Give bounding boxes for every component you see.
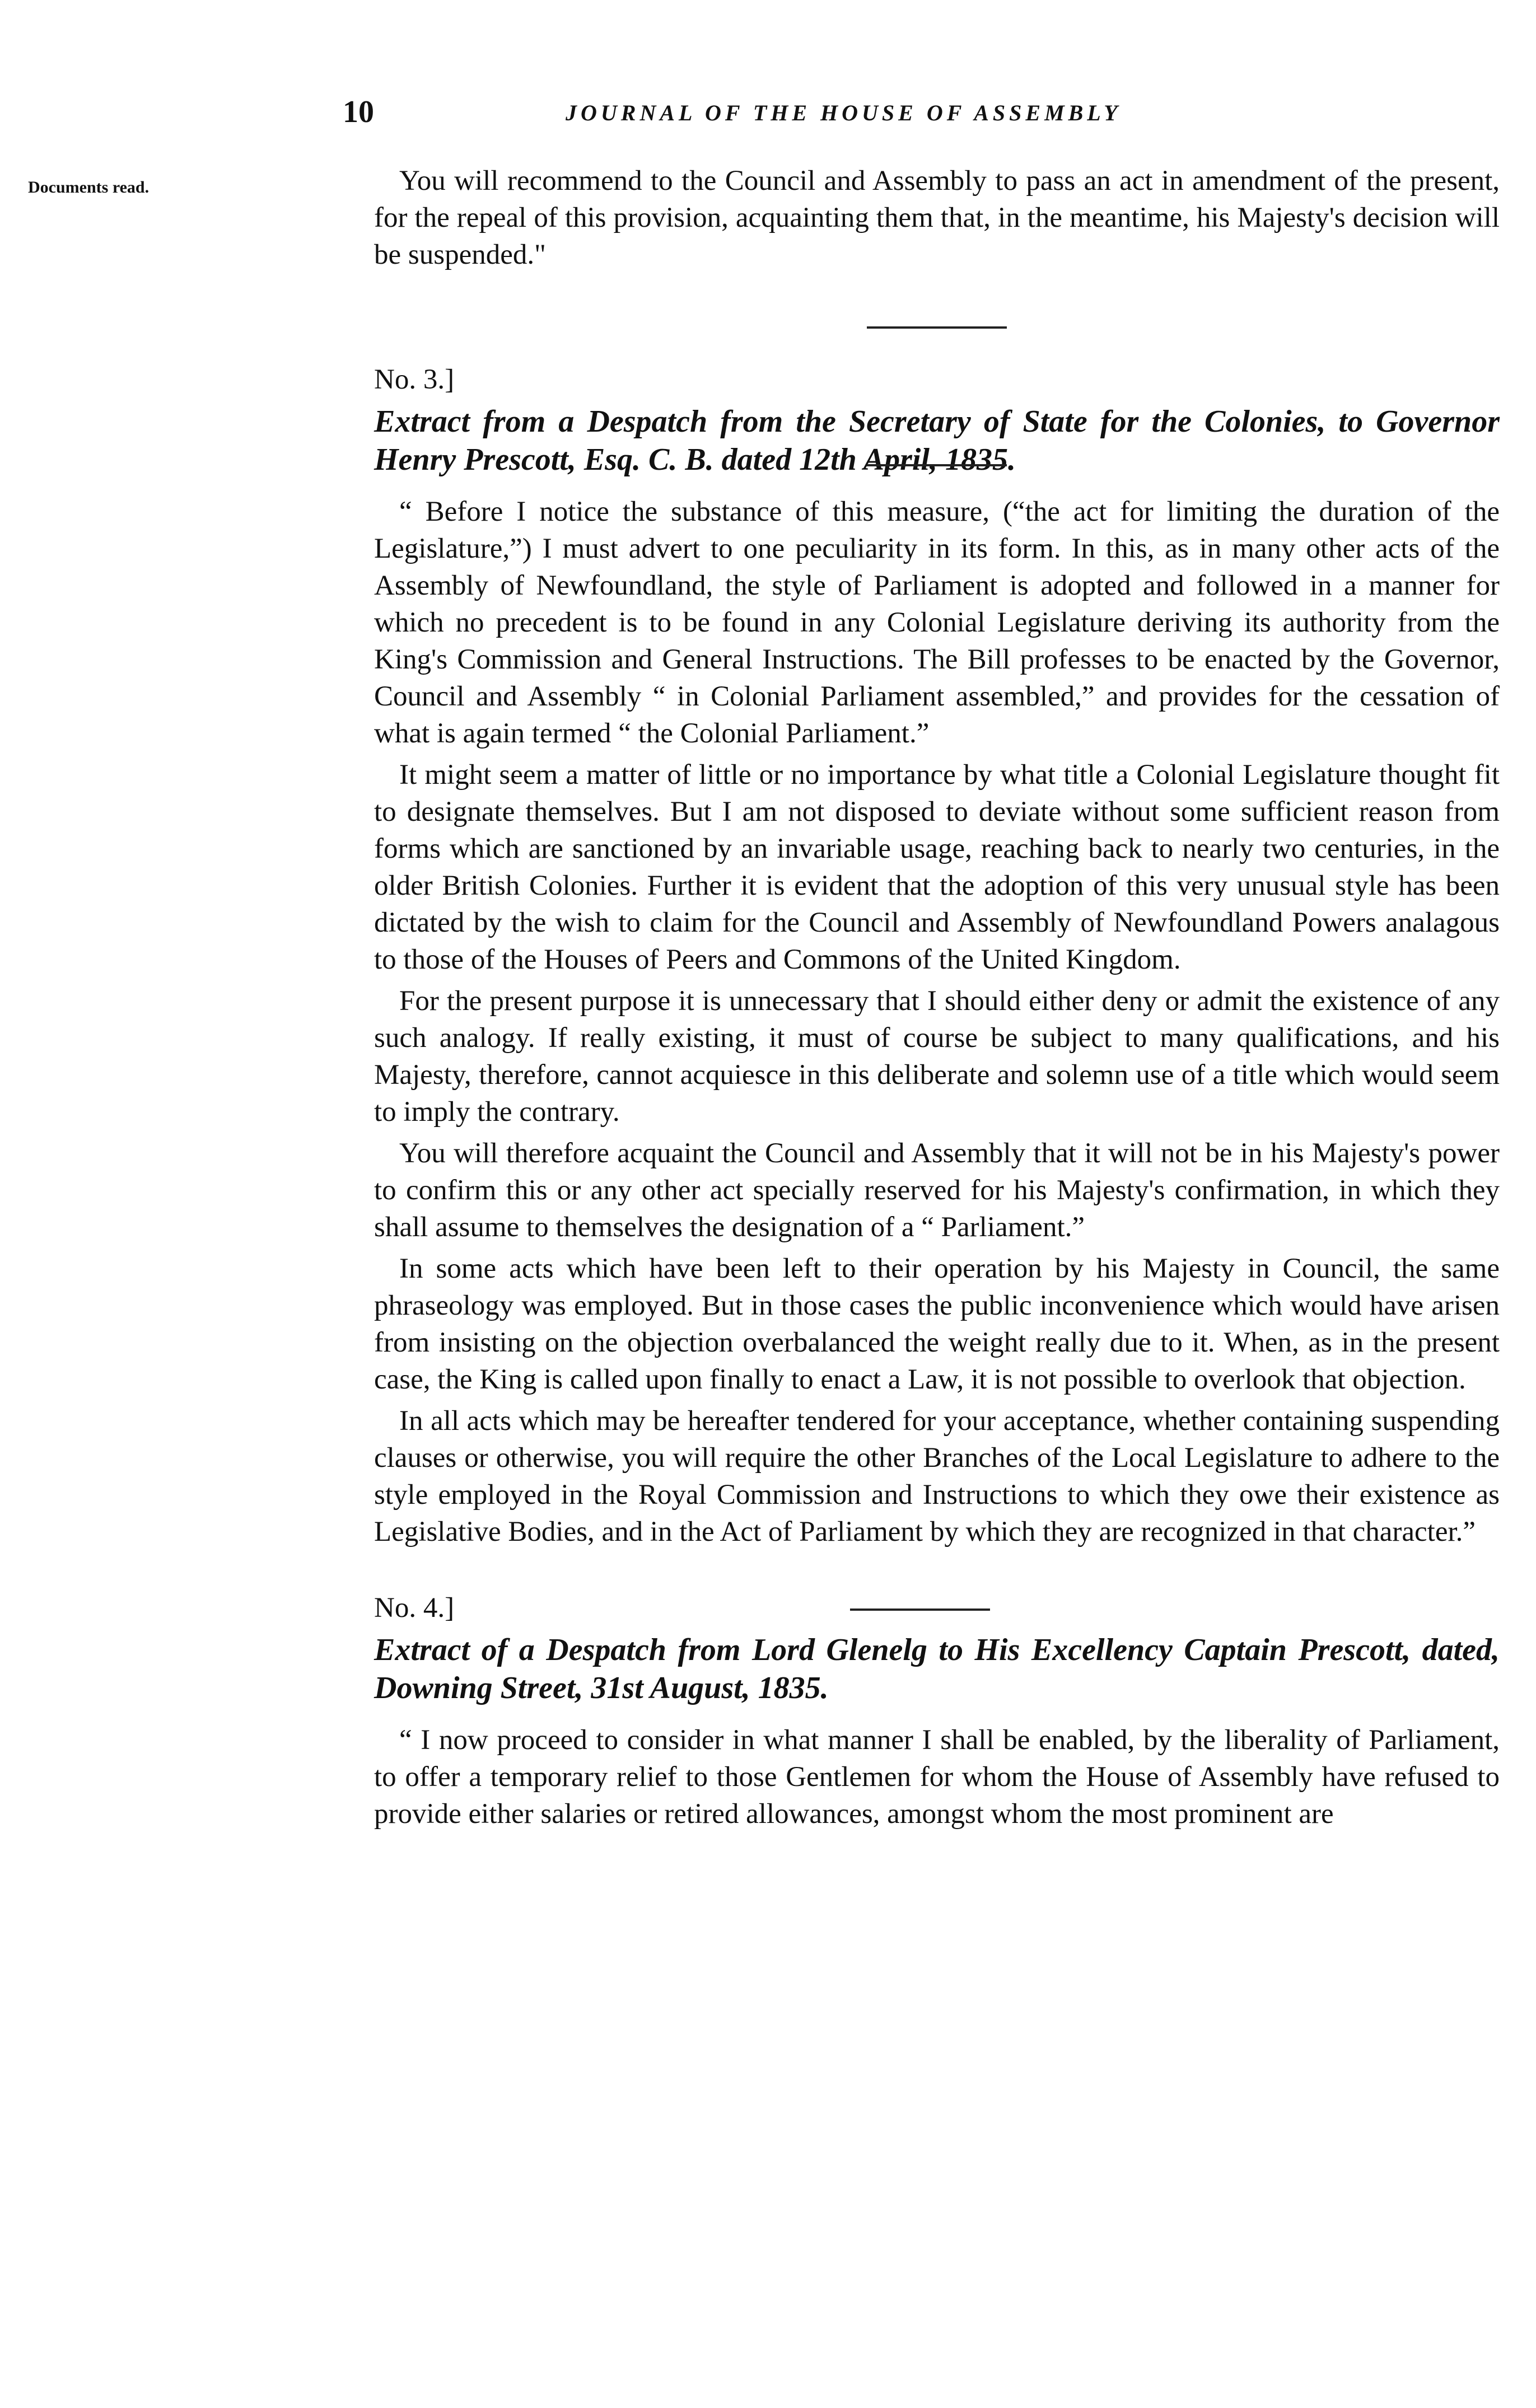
section-divider bbox=[867, 326, 1007, 329]
document-4-title-block bbox=[374, 1631, 1500, 1707]
document-3-paragraph-4: You will therefore acquaint the Council and Assembly that it will not be in his Majesty's power to confirm this or any other act specially reserved for his Majesty's confirmation, in which they shall assume to themselves the designation of a “ Parliament.” bbox=[374, 1138, 1500, 1243]
document-3-title: Extract from a Despatch from the Secretary of State for the Colonies, to Governor Henry Prescott, Esq. C. B. dated 12th April, 1835. bbox=[374, 404, 1500, 477]
document-3-title-block bbox=[374, 403, 1500, 479]
document-4-number: No. 4.] bbox=[374, 1592, 455, 1624]
title-rule bbox=[867, 464, 1007, 466]
heading-rule bbox=[850, 1609, 990, 1611]
document-3-paragraph-3: For the present purpose it is unnecessary that I should either deny or admit the existence of any such analogy. If really existing, it must of course be subject to many qualifications, and his Majesty, therefore, cannot acquiesce in this deliberate and solemn use of a title which would seem to imply the contrary. bbox=[374, 985, 1500, 1128]
opening-paragraph: You will recommend to the Council and Assembly to pass an act in amendment of the present, for the repeal of this provision, acquainting them that, in the meantime, his Majesty's decision will be suspended." bbox=[374, 165, 1500, 270]
running-head bbox=[0, 94, 1536, 139]
document-3-heading bbox=[374, 361, 1500, 398]
document-4-paragraph-1: “ I now proceed to consider in what manner I shall be enabled, by the liberality of Parliament, to offer a temporary relief to those Gentlemen for whom the House of Assembly have refused to provide either salaries or retired allowances, amongst whom the most prominent are bbox=[374, 1724, 1500, 1830]
document-3-number: No. 3.] bbox=[374, 364, 455, 395]
margin-note: Documents read. bbox=[28, 178, 150, 197]
journal-title: JOURNAL OF THE HOUSE OF ASSEMBLY bbox=[566, 100, 1122, 125]
document-3-paragraph-1: “ Before I notice the substance of this measure, (“the act for limiting the duration of the Legislature,”) I must advert to one peculiarity in its form. In this, as in many other acts of the Assembly of Newfoundland, the style of Parliament is adopted and followed in a manner for which no precedent is to be found in any Colonial Legislature deriving its authority from the King's Commission and General Instructions. The Bill professes to be enacted by the Governor, Council and Assembly “ in Colonial Parliament assembled,” and provides for the cessation of what is again termed “ the Colonial Parliament.” bbox=[374, 496, 1500, 749]
document-3-paragraph-2: It might seem a matter of little or no importance by what title a Colonial Legislature thought fit to designate themselves. But I am not disposed to deviate without some sufficient reason from forms which are sanctioned by an invariable usage, reaching back to nearly two centuries, in the older British Colonies. Further it is evident that the adoption of this very unusual style has been dictated by the wish to claim for the Council and Assembly of Newfoundland Powers analagous to those of the Houses of Peers and Commons of the United Kingdom. bbox=[374, 759, 1500, 975]
page-number: 10 bbox=[343, 95, 374, 129]
document-4-heading bbox=[374, 1589, 1500, 1626]
document-3-paragraph-6: In all acts which may be hereafter tendered for your acceptance, whether containing suspending clauses or otherwise, you will require the other Branches of the Local Legislature to adhere to the style employed in the Royal Commission and Instructions to which they owe their existence as Legislative Bodies, and in the Act of Parliament by which they are recognized in that character.” bbox=[374, 1405, 1500, 1547]
document-4-title: Extract of a Despatch from Lord Glenelg to His Excellency Captain Prescott, dated, Downing Street, 31st August, 1835. bbox=[374, 1633, 1500, 1705]
document-3-paragraph-5: In some acts which have been left to their operation by his Majesty in Council, the same phraseology was employed. But in those cases the public inconvenience which would have arisen from insisting on the objection overbalanced the weight really due to it. When, as in the present case, the King is called upon finally to enact a Law, it is not possible to overlook that objection. bbox=[374, 1253, 1500, 1395]
text-column bbox=[374, 162, 1500, 1837]
